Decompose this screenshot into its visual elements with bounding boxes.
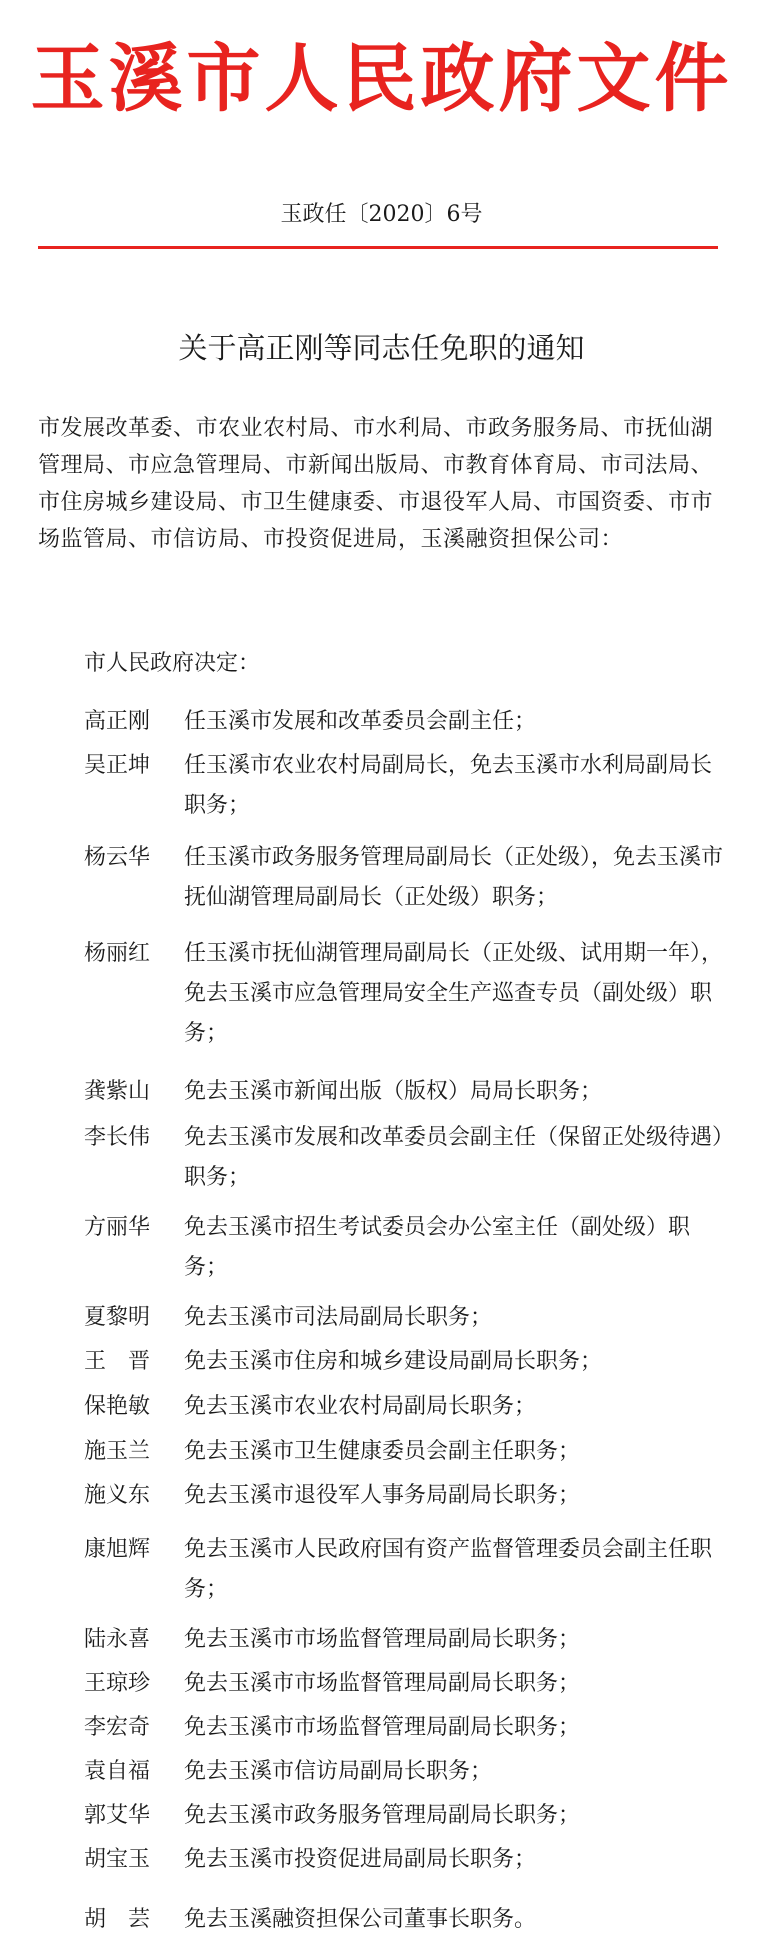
person-name: 王 晋 bbox=[84, 1349, 151, 1374]
person-name: 李长伟 bbox=[84, 1125, 151, 1150]
appointment-text: 免去玉溪市司法局副局长职务； bbox=[184, 1305, 493, 1330]
appointment-text: 免去玉溪融资担保公司董事长职务。 bbox=[184, 1907, 537, 1932]
appointment-text: 免去玉溪市市场监督管理局副局长职务； bbox=[184, 1671, 581, 1696]
appointment-text: 免去玉溪市发展和改革委员会副主任（保留正处级待遇）职务； bbox=[184, 1125, 724, 1190]
appointment-text: 免去玉溪市人民政府国有资产监督管理委员会副主任职务； bbox=[184, 1537, 713, 1602]
appointment-text: 免去玉溪市信访局副局长职务； bbox=[184, 1759, 493, 1784]
red-divider-line bbox=[38, 246, 718, 249]
person-name: 方丽华 bbox=[84, 1215, 151, 1240]
person-name: 保艳敏 bbox=[84, 1394, 151, 1419]
appointment-text: 任玉溪市抚仙湖管理局副局长（正处级、试用期一年），免去玉溪市应急管理局安全生产巡查专员（副处级）职务； bbox=[184, 941, 724, 1046]
person-name: 施义东 bbox=[84, 1483, 151, 1508]
appointment-text: 免去玉溪市住房和城乡建设局副局长职务； bbox=[184, 1349, 603, 1374]
appointment-text: 免去玉溪市农业农村局副局长职务； bbox=[184, 1394, 537, 1419]
person-name: 王琼珍 bbox=[84, 1671, 151, 1696]
appointment-text: 免去玉溪市退役军人事务局副局长职务； bbox=[184, 1483, 581, 1508]
person-name: 施玉兰 bbox=[84, 1439, 151, 1464]
person-name: 龚紫山 bbox=[84, 1079, 151, 1104]
appointment-text: 免去玉溪市卫生健康委员会副主任职务； bbox=[184, 1439, 581, 1464]
person-name: 袁自福 bbox=[84, 1759, 151, 1784]
person-name: 吴正坤 bbox=[84, 753, 151, 778]
appointment-text: 免去玉溪市政务服务管理局副局长职务； bbox=[184, 1803, 581, 1828]
person-name: 陆永喜 bbox=[84, 1627, 151, 1652]
appointment-text: 免去玉溪市市场监督管理局副局长职务； bbox=[184, 1627, 581, 1652]
document-masthead: 玉溪市人民政府文件 bbox=[30, 36, 733, 122]
person-name: 胡 芸 bbox=[84, 1907, 151, 1932]
person-name: 杨丽红 bbox=[84, 941, 151, 966]
document-number: 玉政任〔2020〕6号 bbox=[280, 202, 483, 227]
appointment-text: 免去玉溪市投资促进局副局长职务； bbox=[184, 1847, 537, 1872]
appointment-text: 免去玉溪市市场监督管理局副局长职务； bbox=[184, 1715, 581, 1740]
appointment-text: 任玉溪市农业农村局副局长，免去玉溪市水利局副局长职务； bbox=[184, 753, 713, 818]
person-name: 康旭辉 bbox=[84, 1537, 151, 1562]
notice-title: 关于高正刚等同志任免职的通知 bbox=[178, 331, 585, 365]
person-name: 李宏奇 bbox=[84, 1715, 151, 1740]
decision-intro: 市人民政府决定： bbox=[84, 651, 261, 676]
person-name: 高正刚 bbox=[84, 709, 151, 734]
appointment-text: 免去玉溪市招生考试委员会办公室主任（副处级）职务； bbox=[184, 1215, 691, 1280]
appointment-text: 任玉溪市发展和改革委员会副主任； bbox=[184, 709, 537, 734]
appointment-text: 任玉溪市政务服务管理局副局长（正处级），免去玉溪市抚仙湖管理局副局长（正处级）职务； bbox=[184, 845, 724, 910]
appointment-text: 免去玉溪市新闻出版（版权）局局长职务； bbox=[184, 1079, 603, 1104]
recipients-paragraph: 市发展改革委、市农业农村局、市水利局、市政务服务局、市抚仙湖管理局、市应急管理局、市新闻出版局、市教育体育局、市司法局、市住房城乡建设局、市卫生健康委、市退役军人局、市国资委、市市场监管局、市信访局、市投资促进局，玉溪融资担保公司： bbox=[38, 416, 714, 552]
person-name: 杨云华 bbox=[84, 845, 151, 870]
person-name: 夏黎明 bbox=[84, 1305, 151, 1330]
person-name: 胡宝玉 bbox=[84, 1847, 151, 1872]
person-name: 郭艾华 bbox=[84, 1803, 151, 1828]
